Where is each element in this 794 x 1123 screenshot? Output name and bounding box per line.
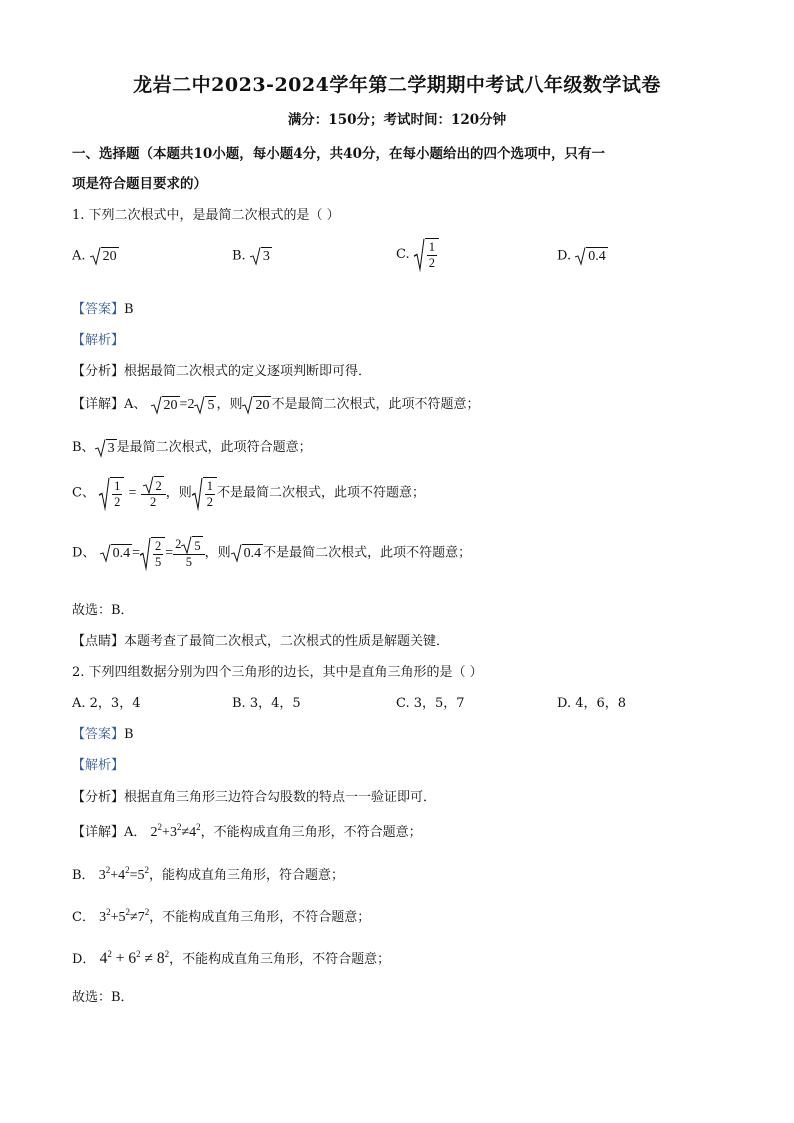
q2-option-a: A. 2，3，4	[72, 696, 141, 711]
radical: $\frac{1}{2}$	[99, 477, 124, 510]
radical: $\frac{1}{2}$	[192, 477, 217, 510]
radical: 3	[95, 439, 117, 457]
radical: 0.4	[100, 544, 133, 562]
q1-answer: 【答案】B	[72, 302, 134, 317]
q1-choice: 故选：B．	[72, 603, 134, 618]
radical: 3	[250, 247, 272, 265]
q1-detail-a: 【详解】A、 20 =2 5 ，则 20 不是最简二次根式，此项不符题意；	[72, 397, 480, 413]
q2-detail-d: D． $4^2 + 6^2 \ne 8^2$，不能构成直角三角形，不符合题意；	[72, 949, 391, 967]
q1-detail-c: C、 $\frac{1}{2}$ = $\frac{2}{2}$ ，则 $\frac{1}{2}$ 不是最简二次根式，此项不符题意；	[72, 476, 425, 510]
radical: 0.4	[231, 544, 264, 562]
q2-fenxi: 【分析】根据直角三角形三边符合勾股数的特点一一验证即可．	[72, 790, 437, 805]
q2-stem: 2. 下列四组数据分别为四个三角形的边长，其中是直角三角形的是（ ）	[72, 665, 483, 680]
q2-choice: 故选：B．	[72, 990, 134, 1005]
radical: 0.4	[575, 247, 608, 265]
q1-fenxi: 【分析】根据最简二次根式的定义逐项判断即可得．	[72, 364, 372, 379]
q2-detail-a: 【详解】A． $2^2+3^2\ne 4^2$，不能构成直角三角形，不符合题意；	[72, 822, 422, 840]
q2-detail-b: B． $3^2+4^2=5^2$，能构成直角三角形，符合题意；	[72, 865, 345, 883]
fraction: $\frac{2}{2}$	[141, 476, 166, 510]
section-heading-line1: 一、选择题（本题共10小题，每小题4分，共40分，在每小题给出的四个选项中，只有一	[72, 146, 605, 162]
q2-answer: 【答案】B	[72, 727, 134, 742]
q1-option-d: D. 0.4	[557, 248, 606, 264]
q1-option-c: C. $\frac{1}{2}$	[396, 238, 439, 271]
q2-detail-c: C． $3^2+5^2\ne 7^2$，不能构成直角三角形，不符合题意；	[72, 907, 371, 925]
q1-stem: 1. 下列二次根式中，是最简二次根式的是（ ）	[72, 208, 340, 223]
q1-option-a: A. 20	[72, 248, 117, 264]
radical: $\frac{2}{5}$	[140, 537, 165, 570]
radical: $\frac{1}{2}$	[414, 238, 439, 271]
radical: 20	[90, 247, 119, 265]
q2-option-d: D. 4，6，8	[557, 696, 627, 711]
radical: 5	[194, 396, 216, 414]
page-title: 龙岩二中2023-2024学年第二学期期中考试八年级数学试卷	[133, 74, 661, 96]
radical: 2	[143, 476, 164, 494]
radical: 20	[242, 396, 271, 414]
q2-option-c: C. 3，5，7	[396, 696, 465, 711]
fraction: 2 5 5	[173, 536, 205, 570]
radical: 5	[181, 536, 202, 554]
q1-analysis-tag: 【解析】	[72, 333, 125, 348]
q1-detail-d: D、 0.4 = $\frac{2}{5}$ = 2 5 5 ，则 0.4 不是最简二次根式，此项不符题意；	[72, 536, 472, 569]
q1-detail-b: B、 3 是最简二次根式，此项符合题意；	[72, 440, 312, 456]
radical: 20	[151, 396, 180, 414]
section-heading-line2: 项是符合题目要求的）	[72, 176, 207, 192]
q1-dianjing: 【点睛】本题考查了最简二次根式，二次根式的性质是解题关键．	[72, 634, 450, 649]
q2-option-b: B. 3，4，5	[232, 696, 301, 711]
q2-analysis-tag: 【解析】	[72, 758, 125, 773]
q1-option-b: B. 3	[232, 248, 270, 264]
exam-info: 满分：150分；考试时间：120分钟	[287, 112, 507, 128]
